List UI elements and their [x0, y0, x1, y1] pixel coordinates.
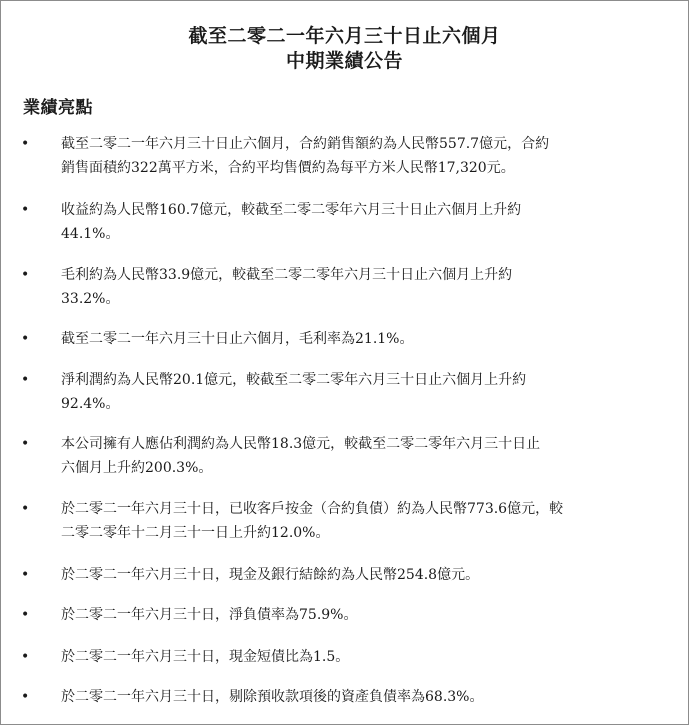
highlight-line-1: 於二零二一年六月三十日，淨負債率為75.9%。	[61, 607, 358, 623]
section-heading: 業績亮點	[23, 98, 93, 118]
highlight-line-1: 本公司擁有人應佔利潤約為人民幣18.3億元，較截至二零二零年六月三十日止	[61, 436, 541, 452]
bullet-point: •	[21, 372, 30, 388]
highlight-line-2: 六個月上升約200.3%。	[61, 460, 213, 476]
highlight-text	[61, 497, 673, 545]
bullet-point: •	[21, 501, 30, 517]
bullet-point: •	[21, 436, 30, 452]
bullet-point: •	[21, 567, 30, 583]
bullet-point: •	[21, 649, 30, 665]
highlight-line-1: 淨利潤約為人民幣20.1億元，較截至二零二零年六月三十日止六個月上升約	[61, 372, 527, 388]
bullet-point: •	[21, 607, 30, 623]
highlight-line-2: 92.4%。	[61, 396, 120, 412]
highlight-text	[61, 645, 673, 669]
highlight-text	[61, 685, 673, 709]
highlight-line-2: 33.2%。	[61, 291, 120, 307]
highlight-text	[61, 263, 673, 311]
bullet-point: •	[21, 202, 30, 218]
document-title-line-1: 截至二零二一年六月三十日止六個月	[188, 25, 501, 47]
highlight-line-1: 收益約為人民幣160.7億元，較截至二零二零年六月三十日止六個月上升約	[61, 202, 522, 218]
highlight-line-1: 於二零二一年六月三十日，現金及銀行結餘約為人民幣254.8億元。	[61, 567, 480, 583]
highlight-text	[61, 368, 673, 416]
bullet-point: •	[21, 689, 30, 705]
highlight-text	[61, 603, 673, 627]
highlight-line-1: 截至二零二一年六月三十日止六個月，合約銷售額約為人民幣557.7億元，合約	[61, 136, 550, 152]
highlight-line-1: 截至二零二一年六月三十日止六個月，毛利率為21.1%。	[61, 331, 414, 347]
highlight-line-2: 44.1%。	[61, 226, 120, 242]
highlight-text	[61, 327, 673, 351]
highlight-line-1: 毛利約為人民幣33.9億元，較截至二零二零年六月三十日止六個月上升約	[61, 267, 513, 283]
highlight-line-1: 於二零二一年六月三十日，現金短債比為1.5。	[61, 649, 350, 665]
highlight-text	[61, 132, 673, 180]
bullet-point: •	[21, 331, 30, 347]
highlight-line-1: 於二零二一年六月三十日，剔除預收款項後的資產負債率為68.3%。	[61, 689, 484, 705]
highlight-line-2: 銷售面積約322萬平方米，合約平均售價約為每平方米人民幣17,320元。	[61, 160, 515, 176]
highlight-text	[61, 563, 673, 587]
bullet-point: •	[21, 136, 30, 152]
bullet-point: •	[21, 267, 30, 283]
highlight-text	[61, 198, 673, 246]
highlight-line-1: 於二零二一年六月三十日，已收客戶按金（合約負債）約為人民幣773.6億元，較	[61, 501, 564, 517]
highlight-line-2: 二零二零年十二月三十一日上升約12.0%。	[61, 525, 330, 541]
document-title-line-2: 中期業績公告	[285, 50, 403, 72]
highlight-text	[61, 432, 673, 480]
